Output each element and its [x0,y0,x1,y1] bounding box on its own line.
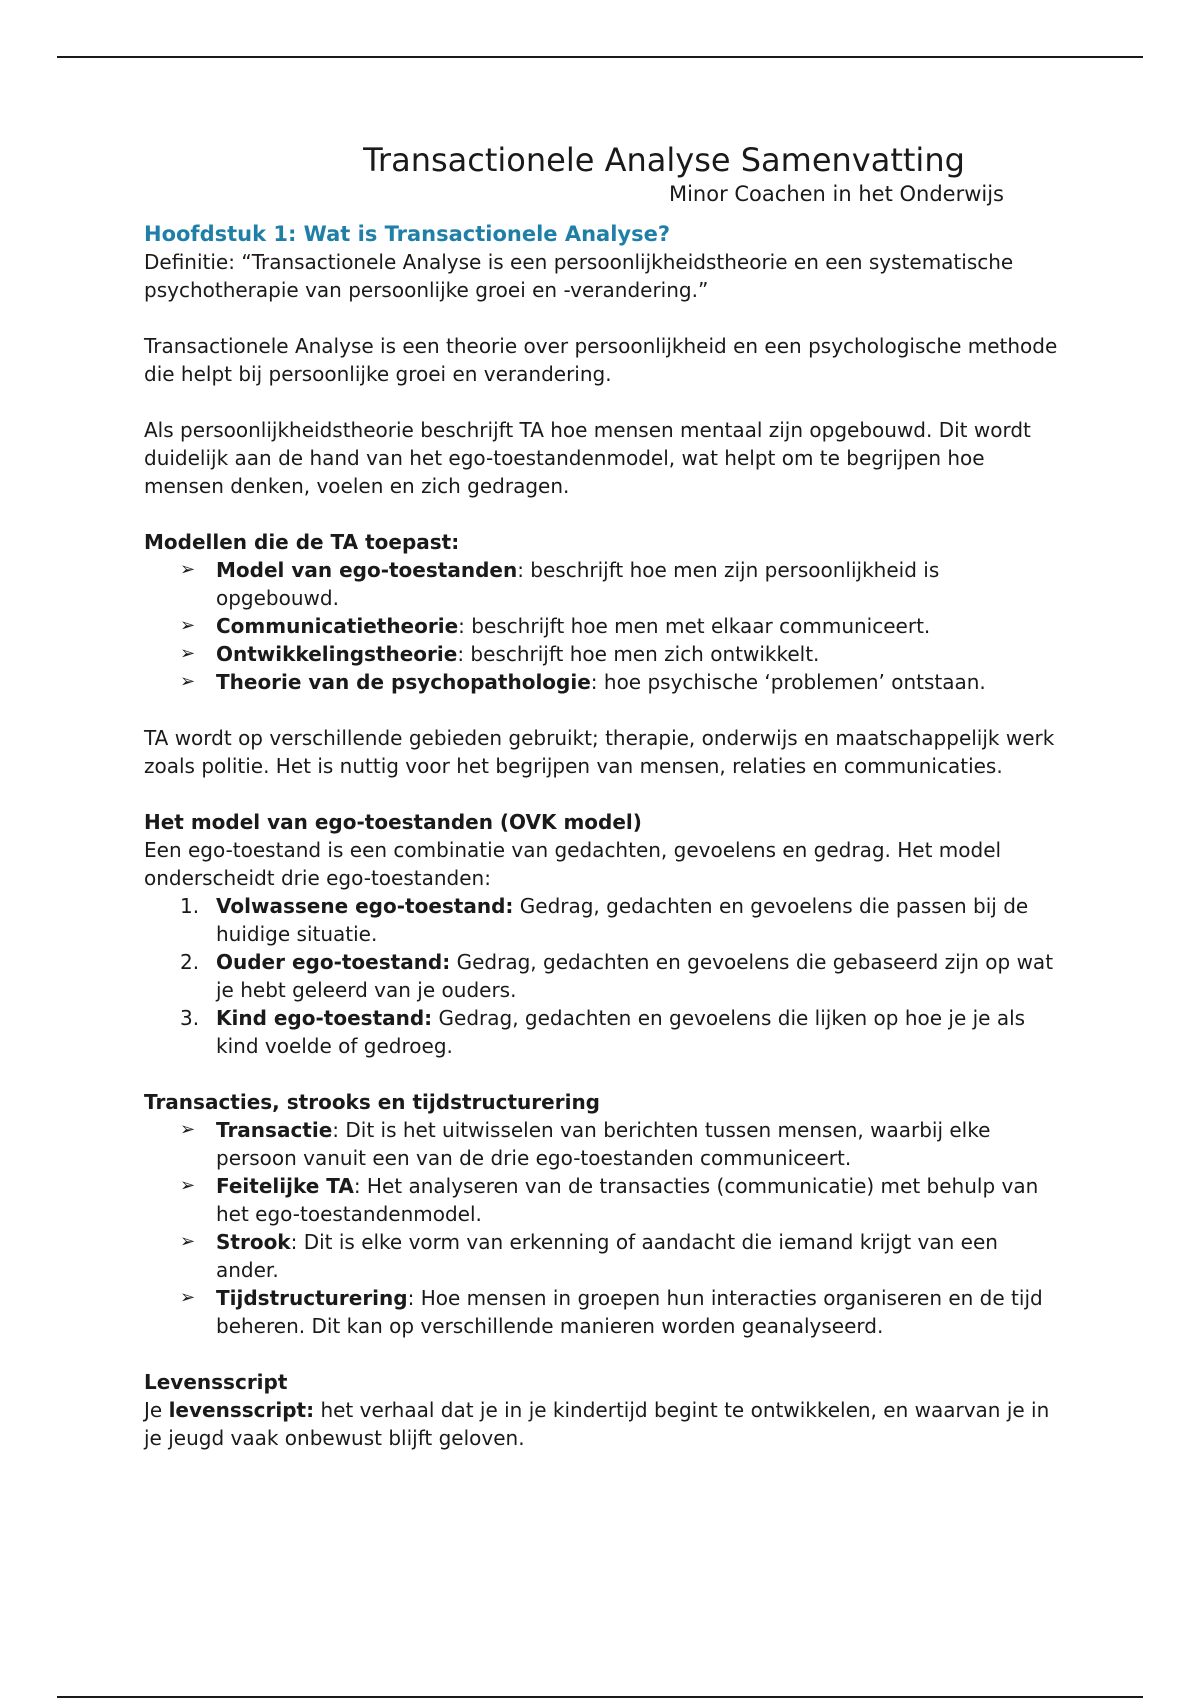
list-item-desc: Gedrag, gedachten en gevoelens die gebaseerd zijn op wat je hebt geleerd van je ouders. [216,950,1054,1002]
list-item [180,1116,1064,1172]
list-item-term: Ouder ego-toestand: [216,950,451,974]
script-term: levensscript: [168,1398,315,1422]
document-title: Transactionele Analyse Samenvatting [363,141,965,179]
usage-paragraph: TA wordt op verschillende gebieden gebruikt; therapie, onderwijs en maatschappelijk werk zoals politie. Het is nuttig voor het begrijpen van mensen, relaties en communicaties. [144,726,1055,778]
list-item [180,640,1064,668]
arrow-bullet-icon: ➢ [180,615,196,636]
arrow-bullet-icon: ➢ [180,1119,196,1140]
header-rule [57,56,1143,58]
personality-theory-paragraph: Als persoonlijkheidstheorie beschrijft TA hoe mensen mentaal zijn opgebouwd. Dit wordt duidelijk aan de hand van het ego-toestandenmodel, wat helpt om te begrijpen hoe mensen denken, voelen en zich gedragen. [144,418,1031,498]
list-item-desc: : beschrijft hoe men zijn persoonlijkheid is opgebouwd. [216,558,940,610]
list-item-desc: : beschrijft hoe men zich ontwikkelt. [457,642,820,666]
list-item [180,1228,1064,1284]
arrow-bullet-icon: ➢ [180,559,196,580]
list-item-desc: : Dit is elke vorm van erkenning of aandacht die iemand krijgt van een ander. [216,1230,998,1282]
arrow-bullet-icon: ➢ [180,1231,196,1252]
list-item [180,612,1064,640]
list-item [180,1284,1064,1340]
ovk-intro: Een ego-toestand is een combinatie van gedachten, gevoelens en gedrag. Het model onderscheidt drie ego-toestanden: [144,838,1002,890]
arrow-bullet-icon: ➢ [180,1175,196,1196]
list-item [180,948,1064,1004]
intro-paragraph: Transactionele Analyse is een theorie over persoonlijkheid en een psychologische methode die helpt bij persoonlijke groei en verandering. [144,334,1058,386]
list-item [180,1004,1064,1060]
list-item-desc: Gedrag, gedachten en gevoelens die passen bij de huidige situatie. [216,894,1029,946]
arrow-bullet-icon: ➢ [180,671,196,692]
list-item [180,1172,1064,1228]
script-heading: Levensscript [144,1370,288,1394]
arrow-bullet-icon: ➢ [180,1287,196,1308]
list-item-desc: : beschrijft hoe men met elkaar communiceert. [458,614,931,638]
chapter-1-heading: Hoofdstuk 1: Wat is Transactionele Analyse? [144,222,671,246]
list-item-term: Model van ego-toestanden [216,558,518,582]
list-item-term: Transactie [216,1118,333,1142]
list-item-desc: Gedrag, gedachten en gevoelens die lijken op hoe je je als kind voelde of gedroeg. [216,1006,1026,1058]
list-item [180,556,1064,612]
script-desc: het verhaal dat je in je kindertijd begint te ontwikkelen, en waarvan je in je jeugd vaak onbewust blijft geloven. [144,1398,1050,1450]
arrow-bullet-icon: ➢ [180,643,196,664]
ovk-list [144,892,1064,1060]
list-item-desc: : Hoe mensen in groepen hun interacties organiseren en de tijd beheren. Dit kan op verschillende manieren worden geanalyseerd. [216,1286,1043,1338]
list-item-term: Tijdstructurering [216,1286,408,1310]
transactions-heading: Transacties, strooks en tijdstructurering [144,1090,600,1114]
transactions-list [144,1116,1064,1340]
document-body [144,140,1064,1452]
list-item-term: Strook [216,1230,291,1254]
list-item-term: Kind ego-toestand: [216,1006,433,1030]
definition-paragraph: Definitie: “Transactionele Analyse is een persoonlijkheidstheorie en een systematische psychotherapie van persoonlijke groei en -verandering.” [144,250,1014,302]
list-item-term: Communicatietheorie [216,614,459,638]
list-item-desc: : Het analyseren van de transacties (communicatie) met behulp van het ego-toestandenmodel. [216,1174,1039,1226]
list-item-term: Feitelijke TA [216,1174,354,1198]
document-subtitle: Minor Coachen in het Onderwijs [668,182,1004,206]
list-item-desc: : Dit is het uitwisselen van berichten tussen mensen, waarbij elke persoon vanuit een van de drie ego-toestanden communiceert. [216,1118,991,1170]
list-item-term: Theorie van de psychopathologie [216,670,591,694]
list-number: 3. [180,1006,200,1030]
list-number: 2. [180,950,200,974]
list-number: 1. [180,894,200,918]
footer-rule [57,1696,1143,1698]
models-list [144,556,1064,696]
list-item [180,892,1064,948]
script-pre: Je [144,1398,169,1422]
list-item-term: Ontwikkelingstheorie [216,642,458,666]
ovk-heading: Het model van ego-toestanden (OVK model) [144,810,642,834]
list-item-desc: : hoe psychische ‘problemen’ ontstaan. [590,670,986,694]
list-item-term: Volwassene ego-toestand: [216,894,514,918]
models-heading: Modellen die de TA toepast: [144,530,460,554]
script-paragraph [144,1396,1064,1452]
list-item [180,668,1064,696]
